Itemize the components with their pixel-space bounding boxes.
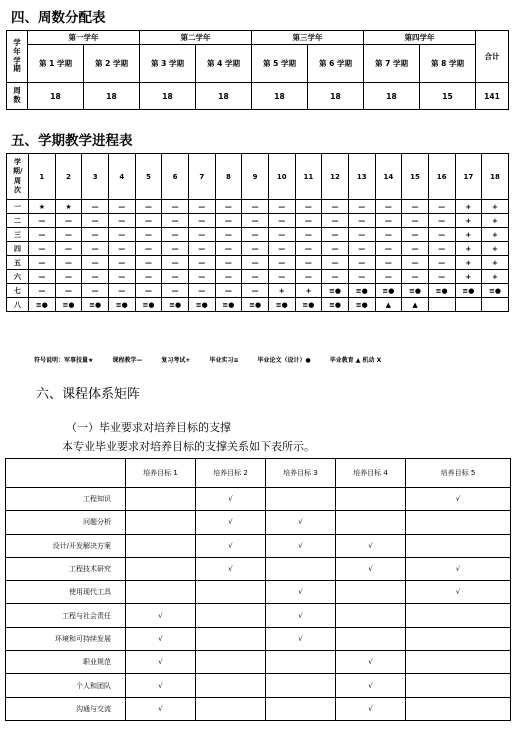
schedule-cell (455, 298, 482, 312)
schedule-cell: ≡● (162, 298, 189, 312)
schedule-cell: — (135, 284, 162, 298)
support-mark (266, 651, 336, 674)
schedule-cell: — (188, 228, 215, 242)
week-number: 16 (428, 154, 455, 200)
support-mark (126, 488, 196, 511)
schedule-cell: — (242, 214, 269, 228)
support-mark: √ (126, 674, 196, 697)
schedule-cell: + (482, 228, 509, 242)
total-header: 合计 (476, 31, 509, 83)
legend-item: 毕业论文（设计）● (257, 357, 311, 364)
support-mark: √ (406, 488, 511, 511)
schedule-cell: ≡● (135, 298, 162, 312)
support-mark (406, 511, 511, 534)
schedule-row (7, 270, 509, 284)
schedule-cell: ≡● (348, 284, 375, 298)
semester-label: 四 (7, 242, 29, 256)
legend-item: 复习考试+ (161, 357, 191, 364)
schedule-cell: — (29, 242, 56, 256)
week-allocation-table (6, 30, 509, 110)
schedule-cell: — (82, 228, 109, 242)
schedule-row (7, 228, 509, 242)
schedule-row (7, 242, 509, 256)
support-mark: √ (336, 534, 406, 557)
support-mark: √ (196, 488, 266, 511)
support-mark (196, 581, 266, 604)
schedule-cell: ≡● (375, 284, 402, 298)
requirement-label: 环境和可持续发展 (6, 627, 126, 650)
schedule-cell: ≡● (215, 298, 242, 312)
matrix-row (6, 488, 511, 511)
schedule-cell: — (268, 200, 295, 214)
schedule-cell: — (268, 270, 295, 284)
week-count: 18 (308, 83, 364, 110)
support-mark: √ (196, 557, 266, 580)
schedule-row (7, 284, 509, 298)
schedule-cell: — (402, 200, 429, 214)
week-number: 2 (55, 154, 82, 200)
support-mark: √ (266, 627, 336, 650)
goal-header: 培养目标 4 (336, 459, 406, 488)
support-mark (266, 488, 336, 511)
schedule-cell: — (188, 214, 215, 228)
schedule-cell: — (375, 256, 402, 270)
week-number: 6 (162, 154, 189, 200)
support-mark (406, 697, 511, 720)
section6-intro: 本专业毕业要求对培养目标的支撑关系如下表所示。 (62, 440, 315, 453)
schedule-cell: + (455, 228, 482, 242)
schedule-cell: — (348, 214, 375, 228)
week-number: 7 (188, 154, 215, 200)
semester-label: 七 (7, 284, 29, 298)
legend-item: 符号说明：军事技量★ (34, 357, 94, 364)
week-number: 3 (82, 154, 109, 200)
schedule-cell: — (108, 270, 135, 284)
schedule-cell: — (348, 200, 375, 214)
legend-item: 课程教学— (112, 357, 143, 364)
schedule-cell: — (242, 284, 269, 298)
schedule-cell: — (402, 256, 429, 270)
goal-support-matrix (5, 458, 511, 721)
schedule-cell: — (162, 284, 189, 298)
schedule-cell: — (188, 256, 215, 270)
week-number: 11 (295, 154, 322, 200)
support-mark (266, 697, 336, 720)
schedule-cell: — (295, 270, 322, 284)
schedule-cell: — (402, 270, 429, 284)
matrix-row (6, 511, 511, 534)
schedule-cell: — (268, 256, 295, 270)
schedule-cell: ≡● (55, 298, 82, 312)
schedule-cell: ≡● (82, 298, 109, 312)
week-count: 18 (252, 83, 308, 110)
schedule-cell: ≡● (402, 284, 429, 298)
schedule-cell: — (348, 270, 375, 284)
support-mark (126, 581, 196, 604)
support-mark (336, 511, 406, 534)
support-mark: √ (266, 511, 336, 534)
schedule-cell: — (162, 228, 189, 242)
schedule-cell: — (55, 228, 82, 242)
schedule-cell: — (375, 200, 402, 214)
schedule-cell: — (348, 256, 375, 270)
section6-title: 六、课程体系矩阵 (36, 387, 141, 402)
schedule-cell: — (135, 214, 162, 228)
schedule-cell: — (215, 200, 242, 214)
schedule-cell: — (29, 256, 56, 270)
schedule-cell: ≡● (108, 298, 135, 312)
schedule-cell: + (482, 242, 509, 256)
week-number: 5 (135, 154, 162, 200)
support-mark (196, 627, 266, 650)
schedule-cell: ≡● (482, 284, 509, 298)
schedule-cell: — (428, 214, 455, 228)
schedule-cell: ≡● (322, 298, 349, 312)
matrix-row (6, 674, 511, 697)
schedule-cell: — (375, 242, 402, 256)
goal-header: 培养目标 5 (406, 459, 511, 488)
support-mark (336, 581, 406, 604)
schedule-cell: — (322, 256, 349, 270)
week-count: 15 (420, 83, 476, 110)
schedule-cell: — (29, 214, 56, 228)
schedule-cell: — (108, 242, 135, 256)
schedule-cell: — (55, 284, 82, 298)
schedule-cell: ▲ (375, 298, 402, 312)
schedule-cell (428, 298, 455, 312)
semester-header: 第 4 学期 (196, 45, 252, 83)
schedule-cell: — (108, 228, 135, 242)
schedule-cell: — (428, 200, 455, 214)
support-mark: √ (266, 581, 336, 604)
schedule-cell: — (428, 242, 455, 256)
support-mark: √ (196, 511, 266, 534)
schedule-cell: — (348, 242, 375, 256)
schedule-cell: — (162, 242, 189, 256)
schedule-row (7, 256, 509, 270)
support-mark (126, 534, 196, 557)
schedule-cell: — (82, 214, 109, 228)
semester-label: 三 (7, 228, 29, 242)
support-mark (406, 674, 511, 697)
support-mark (266, 674, 336, 697)
schedule-cell: + (268, 284, 295, 298)
matrix-corner (6, 459, 126, 488)
semester-header: 第 1 学期 (28, 45, 84, 83)
week-number: 15 (402, 154, 429, 200)
schedule-cell: — (162, 270, 189, 284)
schedule-cell: — (188, 200, 215, 214)
schedule-cell: — (162, 214, 189, 228)
support-mark (406, 534, 511, 557)
teaching-schedule-table (6, 153, 509, 312)
schedule-cell: + (455, 200, 482, 214)
support-mark (336, 488, 406, 511)
schedule-cell: — (108, 214, 135, 228)
support-mark: √ (196, 534, 266, 557)
section4-title: 四、周数分配表 (11, 10, 106, 26)
schedule-cell: — (135, 242, 162, 256)
schedule-cell: ≡● (295, 298, 322, 312)
schedule-row (7, 214, 509, 228)
schedule-cell: — (188, 242, 215, 256)
schedule-cell: — (402, 242, 429, 256)
support-mark: √ (126, 604, 196, 627)
matrix-row (6, 581, 511, 604)
support-mark: √ (126, 651, 196, 674)
schedule-cell: — (268, 242, 295, 256)
schedule-cell: + (295, 284, 322, 298)
semester-header: 第 8 学期 (420, 45, 476, 83)
schedule-cell (482, 298, 509, 312)
support-mark (406, 627, 511, 650)
schedule-cell: — (215, 284, 242, 298)
schedule-cell: — (188, 270, 215, 284)
schedule-cell: — (82, 200, 109, 214)
matrix-row (6, 534, 511, 557)
schedule-cell: — (295, 228, 322, 242)
support-mark (336, 604, 406, 627)
support-mark: √ (266, 604, 336, 627)
support-mark: √ (126, 697, 196, 720)
schedule-cell: — (162, 200, 189, 214)
schedule-cell: — (55, 270, 82, 284)
schedule-cell: — (55, 242, 82, 256)
requirement-label: 问题分析 (6, 511, 126, 534)
schedule-cell: — (215, 242, 242, 256)
year-header: 第一学年 (28, 31, 140, 45)
week-number: 10 (268, 154, 295, 200)
schedule-cell: ≡● (455, 284, 482, 298)
support-mark: √ (336, 697, 406, 720)
week-number: 14 (375, 154, 402, 200)
support-mark (196, 674, 266, 697)
support-mark: √ (406, 581, 511, 604)
schedule-row (7, 200, 509, 214)
schedule-cell: ≡● (268, 298, 295, 312)
schedule-cell: + (455, 256, 482, 270)
semester-header: 第 5 学期 (252, 45, 308, 83)
goal-header: 培养目标 3 (266, 459, 336, 488)
schedule-cell: — (82, 284, 109, 298)
schedule-cell: + (482, 256, 509, 270)
semester-header: 第 2 学期 (84, 45, 140, 83)
support-mark: √ (336, 557, 406, 580)
schedule-cell: ≡● (188, 298, 215, 312)
requirement-label: 沟通与交流 (6, 697, 126, 720)
schedule-cell: — (242, 270, 269, 284)
matrix-row (6, 627, 511, 650)
requirement-label: 个人和团队 (6, 674, 126, 697)
semester-header: 第 7 学期 (364, 45, 420, 83)
requirement-label: 设计/开发解决方案 (6, 534, 126, 557)
requirement-label: 工程知识 (6, 488, 126, 511)
matrix-row (6, 697, 511, 720)
support-mark (406, 604, 511, 627)
support-mark (126, 557, 196, 580)
schedule-cell: — (135, 256, 162, 270)
schedule-cell: — (402, 214, 429, 228)
semester-header: 第 6 学期 (308, 45, 364, 83)
year-semester-label: 学年学期 (7, 31, 28, 83)
schedule-cell: ≡● (322, 284, 349, 298)
semester-label: 一 (7, 200, 29, 214)
schedule-cell: ≡● (428, 284, 455, 298)
week-total: 141 (476, 83, 509, 110)
schedule-cell: + (482, 214, 509, 228)
legend-item: 毕业实习≡ (209, 357, 239, 364)
week-count: 18 (84, 83, 140, 110)
requirement-label: 工程技术研究 (6, 557, 126, 580)
week-count: 18 (28, 83, 84, 110)
schedule-cell: — (242, 242, 269, 256)
support-mark (336, 627, 406, 650)
section5-title: 五、学期教学进程表 (11, 133, 133, 149)
schedule-cell: — (55, 256, 82, 270)
support-mark (196, 697, 266, 720)
support-mark: √ (126, 627, 196, 650)
schedule-cell: ★ (55, 200, 82, 214)
schedule-cell: — (322, 228, 349, 242)
schedule-cell: — (428, 228, 455, 242)
schedule-cell: + (482, 270, 509, 284)
schedule-cell: — (322, 214, 349, 228)
semester-header: 第 3 学期 (140, 45, 196, 83)
schedule-cell: — (375, 228, 402, 242)
schedule-row (7, 298, 509, 312)
schedule-cell: — (242, 200, 269, 214)
schedule-cell: — (29, 270, 56, 284)
schedule-cell: — (162, 256, 189, 270)
schedule-cell: — (82, 242, 109, 256)
requirement-label: 职业规范 (6, 651, 126, 674)
week-number: 18 (482, 154, 509, 200)
semester-label: 五 (7, 256, 29, 270)
year-header: 第三学年 (252, 31, 364, 45)
schedule-cell: — (215, 228, 242, 242)
schedule-cell: — (295, 242, 322, 256)
support-mark (196, 651, 266, 674)
week-number: 13 (348, 154, 375, 200)
support-mark: √ (266, 534, 336, 557)
support-mark: √ (406, 557, 511, 580)
schedule-cell: — (348, 228, 375, 242)
schedule-cell: ▲ (402, 298, 429, 312)
semester-label: 八 (7, 298, 29, 312)
support-mark (196, 604, 266, 627)
schedule-cell: — (402, 228, 429, 242)
schedule-cell: ≡● (242, 298, 269, 312)
schedule-cell: — (375, 270, 402, 284)
semester-label: 二 (7, 214, 29, 228)
schedule-cell: — (242, 256, 269, 270)
schedule-cell: — (82, 270, 109, 284)
schedule-cell: ≡● (29, 298, 56, 312)
schedule-cell: — (108, 200, 135, 214)
schedule-cell: ★ (29, 200, 56, 214)
goal-header: 培养目标 1 (126, 459, 196, 488)
symbol-legend (34, 355, 400, 364)
support-mark (266, 557, 336, 580)
schedule-cell: + (455, 214, 482, 228)
support-mark: √ (336, 651, 406, 674)
schedule-cell: — (322, 200, 349, 214)
schedule-cell: — (108, 284, 135, 298)
schedule-cell: — (108, 256, 135, 270)
schedule-cell: — (215, 256, 242, 270)
schedule-cell: — (215, 270, 242, 284)
schedule-cell: — (188, 284, 215, 298)
schedule-cell: — (29, 228, 56, 242)
schedule-cell: — (322, 270, 349, 284)
week-count: 18 (364, 83, 420, 110)
support-mark (126, 511, 196, 534)
week-count: 18 (140, 83, 196, 110)
requirement-label: 使用现代工具 (6, 581, 126, 604)
schedule-cell: — (428, 270, 455, 284)
requirement-label: 工程与社会责任 (6, 604, 126, 627)
year-header: 第二学年 (140, 31, 252, 45)
goal-header: 培养目标 2 (196, 459, 266, 488)
schedule-cell: — (268, 228, 295, 242)
week-number: 8 (215, 154, 242, 200)
schedule-cell: — (375, 214, 402, 228)
schedule-cell: + (482, 200, 509, 214)
week-count: 18 (196, 83, 252, 110)
schedule-cell: — (135, 200, 162, 214)
schedule-cell: — (295, 214, 322, 228)
week-number: 17 (455, 154, 482, 200)
schedule-cell: + (455, 270, 482, 284)
schedule-cell: — (135, 270, 162, 284)
matrix-row (6, 651, 511, 674)
week-number: 9 (242, 154, 269, 200)
schedule-cell: — (295, 256, 322, 270)
week-number: 12 (322, 154, 349, 200)
support-mark (406, 651, 511, 674)
schedule-cell: — (29, 284, 56, 298)
week-number: 4 (108, 154, 135, 200)
semester-label: 六 (7, 270, 29, 284)
legend-item: 毕业教育 ▲ 机动 X (329, 357, 382, 364)
support-mark: √ (336, 674, 406, 697)
schedule-cell: — (242, 228, 269, 242)
schedule-cell: — (295, 200, 322, 214)
year-header: 第四学年 (364, 31, 476, 45)
schedule-cell: — (135, 228, 162, 242)
week-number: 1 (29, 154, 56, 200)
schedule-cell: — (428, 256, 455, 270)
schedule-cell: — (82, 256, 109, 270)
schedule-cell: — (322, 242, 349, 256)
schedule-cell: + (455, 242, 482, 256)
schedule-cell: ≡● (348, 298, 375, 312)
semester-week-corner: 学期/周次 (7, 154, 29, 200)
matrix-row (6, 604, 511, 627)
weeks-label: 周数 (7, 83, 28, 110)
matrix-row (6, 557, 511, 580)
schedule-cell: — (215, 214, 242, 228)
schedule-cell: — (268, 214, 295, 228)
section6-subtitle: （一）毕业要求对培养目标的支撑 (66, 421, 231, 434)
schedule-cell: — (55, 214, 82, 228)
